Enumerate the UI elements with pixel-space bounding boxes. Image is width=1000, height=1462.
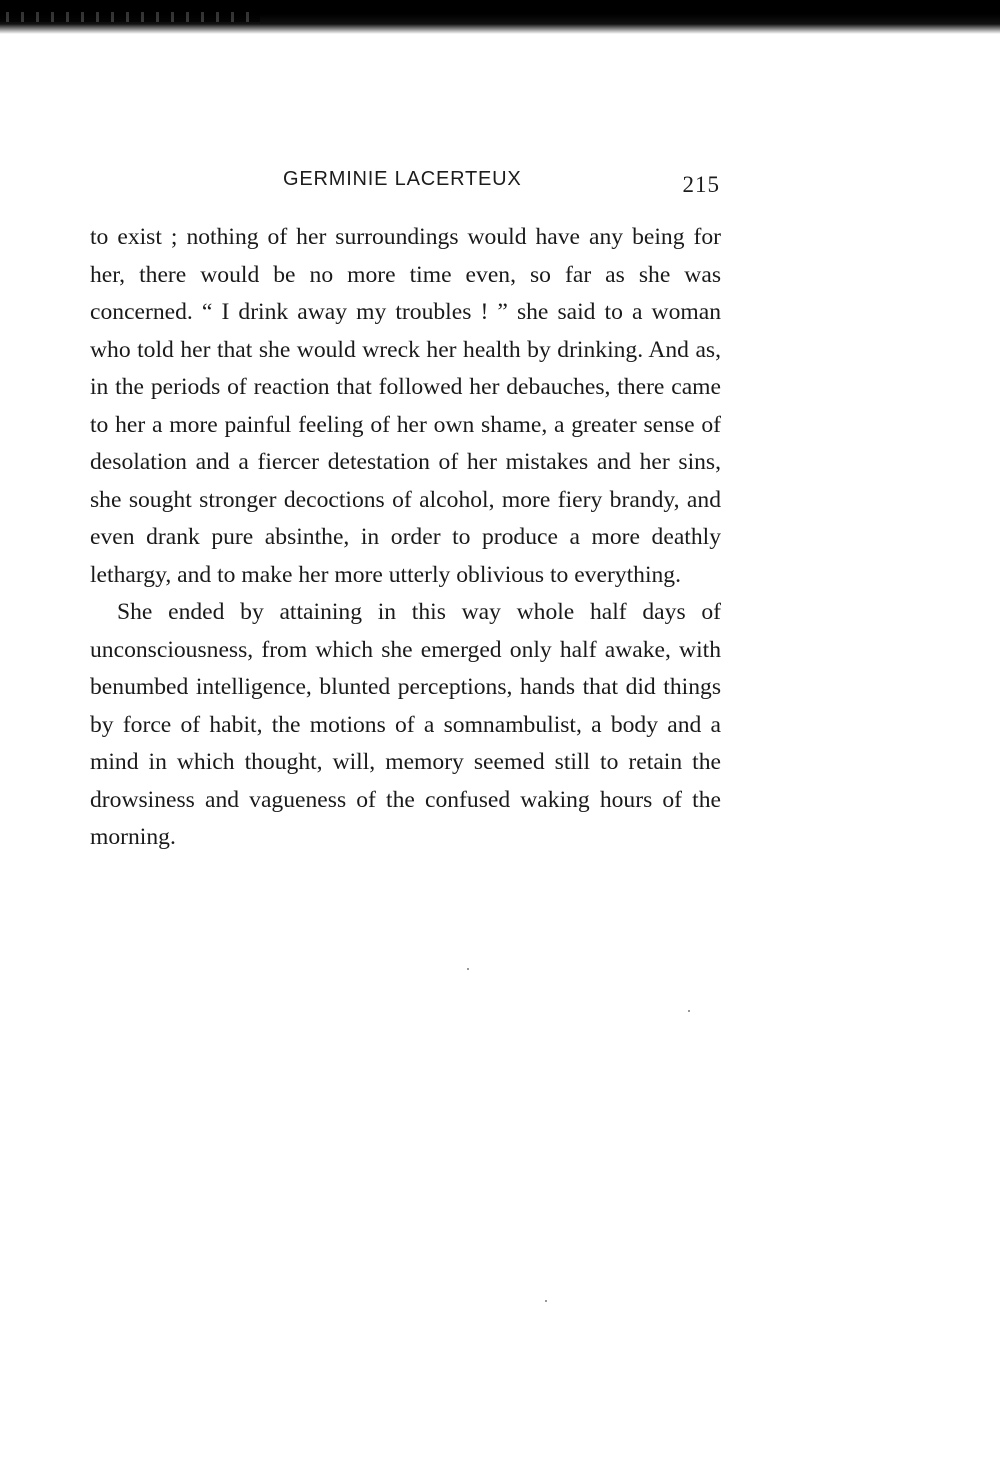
scan-speck — [467, 968, 469, 970]
scan-speck — [545, 1300, 547, 1302]
paragraph-2: She ended by attaining in this way whole half days of unconsciousness, from which she emerged only half awake, with benumbed intelligence, blunted perceptions, hands that did things by force of habit, the motions of a somnambulist, a body and a mind in which thought, will, memory seemed still to retain the drowsiness and vagueness of the confused waking hours of the morning. — [90, 599, 721, 850]
running-title: GERMINIE LACERTEUX — [283, 168, 522, 190]
page-number: 215 — [682, 172, 720, 197]
scan-top-border — [0, 0, 1000, 34]
body-text — [90, 219, 721, 857]
paragraph-1: to exist ; nothing of her surroundings would have any being for her, there would be no more time even, so far as she was concerned. “ I drink away my troubles ! ” she said to a woman who told her that she would wreck her health by drinking. And as, in the periods of reaction that followed her debauches, there came to her a more painful feeling of her own shame, a greater sense of desolation and a fiercer detestation of her mistakes and her sins, she sought stronger decoctions of alcohol, more fiery brandy, and even drank pure absinthe, in order to produce a more deathly lethargy, and to make her more utterly oblivious to everything. — [90, 224, 721, 588]
running-head — [90, 168, 740, 200]
scan-speck — [688, 1010, 690, 1012]
